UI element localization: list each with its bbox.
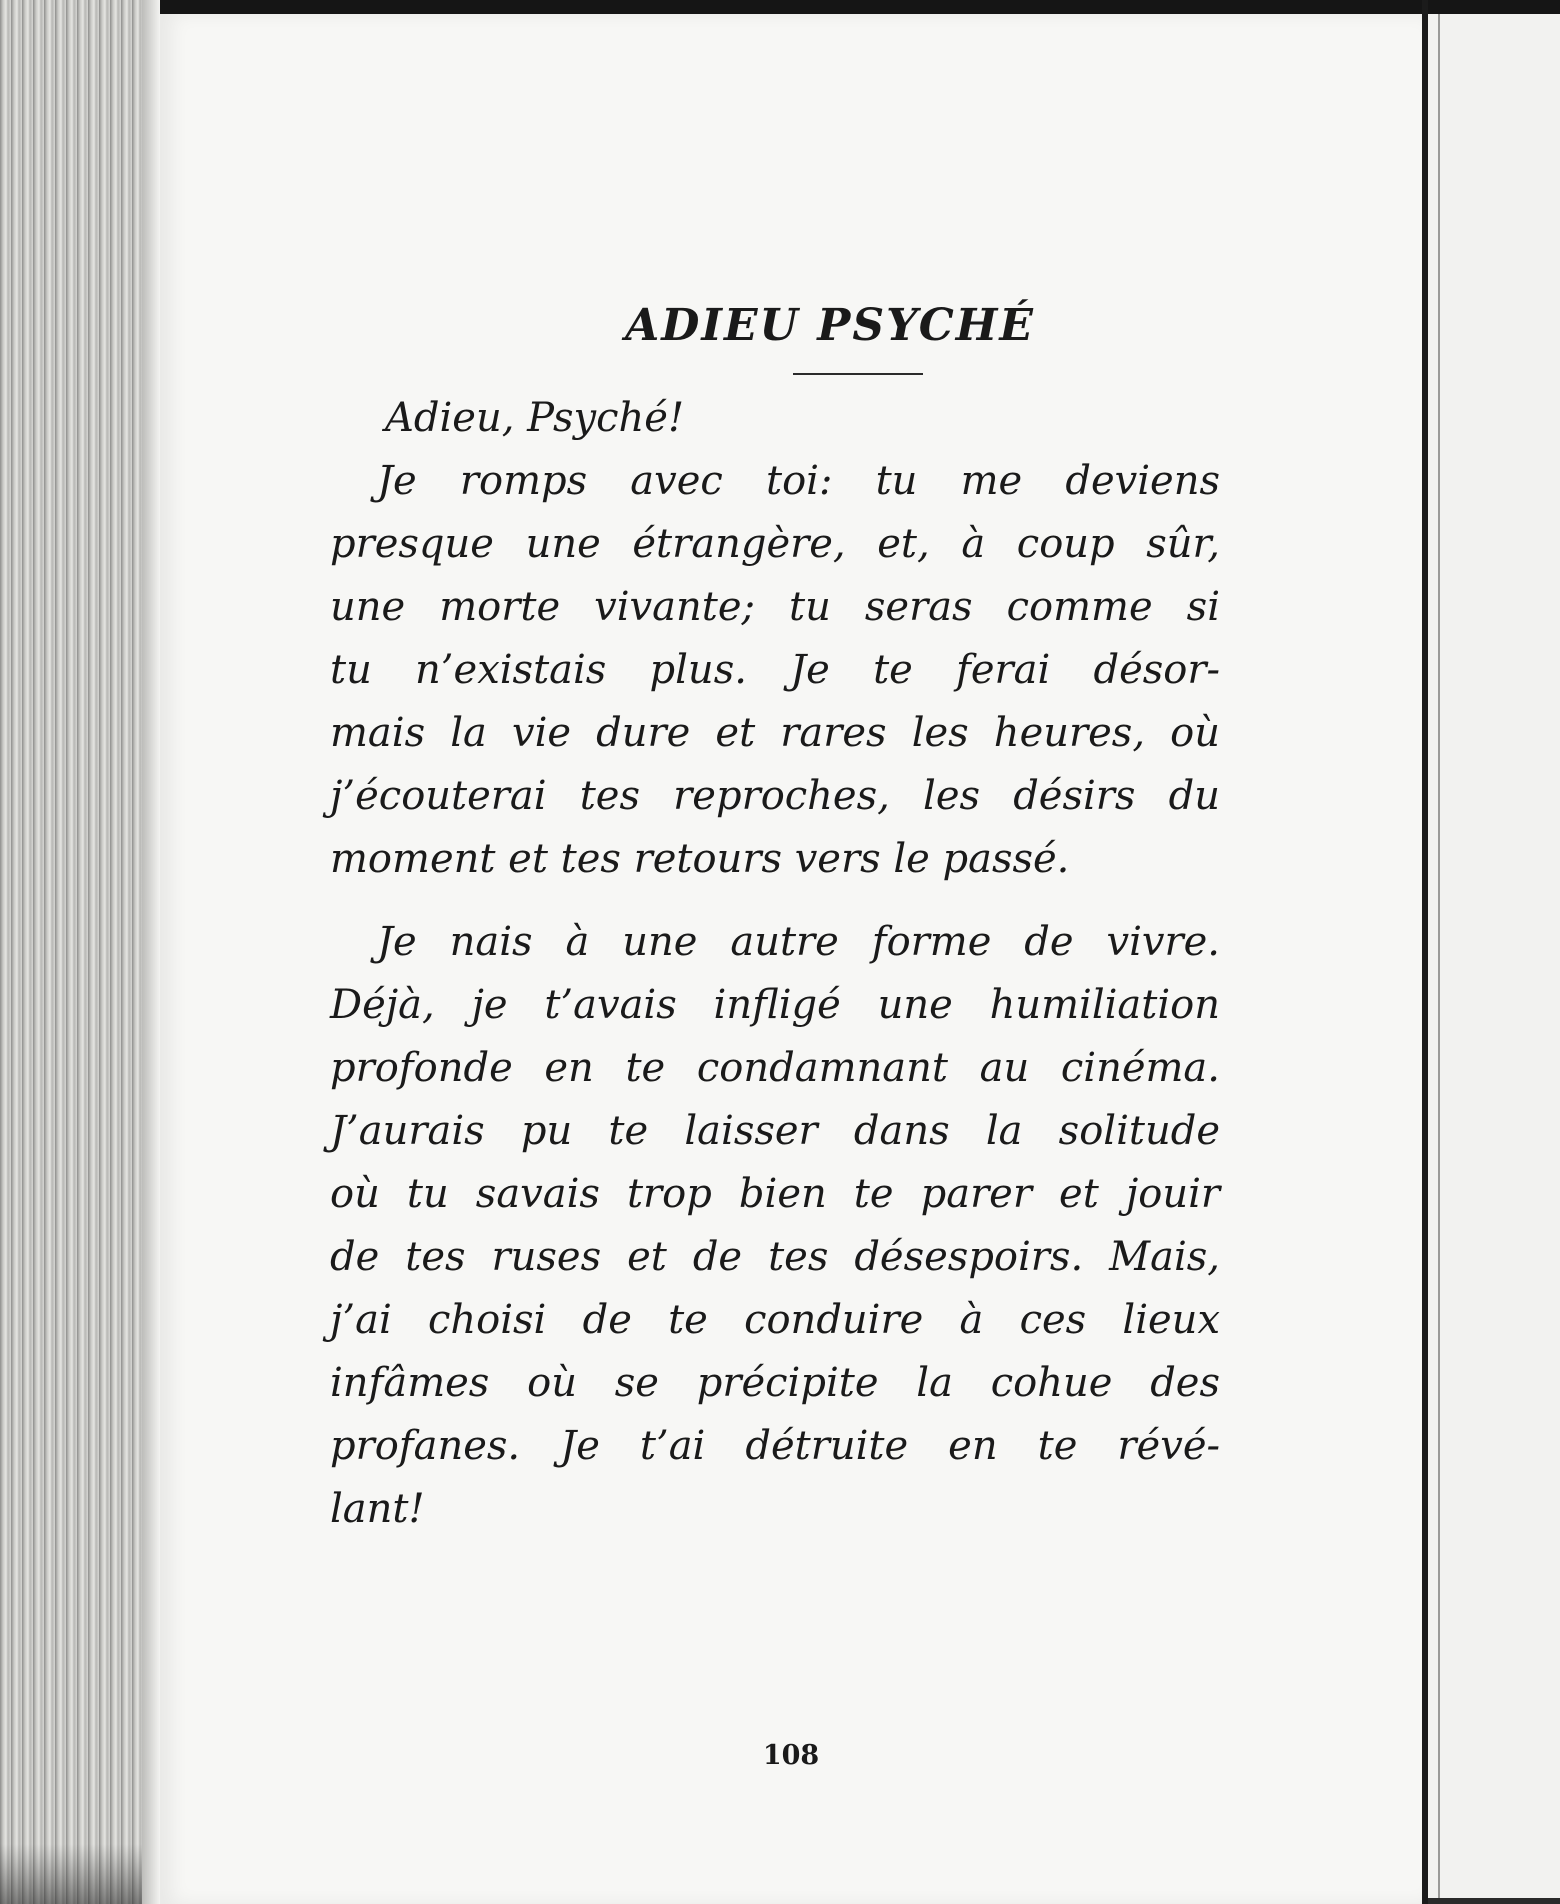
text-line: profonde en te condamnant au cinéma. (330, 1044, 1220, 1091)
page-number: 108 (762, 1740, 820, 1771)
text-line: une morte vivante; tu seras comme si (330, 583, 1220, 630)
opening-line: Adieu, Psyché! (385, 394, 685, 441)
paragraph-gap (330, 891, 1220, 911)
scan-top-edge (0, 0, 1560, 14)
text-line: Déjà, je t’avais infligé une humiliation (330, 981, 1220, 1028)
title-rule (793, 373, 923, 375)
text-line: J’aurais pu te laisser dans la solitude (330, 1107, 1220, 1154)
paragraph-1 (330, 450, 1220, 891)
text-line: moment et tes retours vers le passé. (330, 835, 1070, 882)
paragraph-2 (330, 911, 1220, 1541)
page-text (330, 300, 1220, 1541)
text-line: profanes. Je t’ai détruite en te révé- (330, 1422, 1220, 1469)
text-line: où tu savais trop bien te parer et jouir (330, 1170, 1220, 1217)
text-line: infâmes où se précipite la cohue des (330, 1359, 1220, 1406)
page-title: ADIEU PSYCHÉ (625, 300, 1035, 351)
text-line: j’écouterai tes reproches, les désirs du (330, 772, 1220, 819)
text-line: tu n’existais plus. Je te ferai désor- (330, 646, 1220, 693)
page-stack-shadow (0, 1844, 160, 1904)
text-line: de tes ruses et de tes désespoirs. Mais, (330, 1233, 1220, 1280)
text-line: presque une étrangère, et, à coup sûr, (330, 520, 1220, 567)
adjacent-page-edge (1428, 14, 1560, 1904)
text-line: j’ai choisi de te conduire à ces lieux (330, 1296, 1220, 1343)
text-line: mais la vie dure et rares les heures, où (330, 709, 1220, 756)
text-line: Je nais à une autre forme de vivre. (377, 918, 1220, 965)
text-line: lant! (330, 1485, 425, 1532)
page-stack-edge (0, 0, 160, 1904)
text-line: Je romps avec toi: tu me deviens (377, 457, 1220, 504)
